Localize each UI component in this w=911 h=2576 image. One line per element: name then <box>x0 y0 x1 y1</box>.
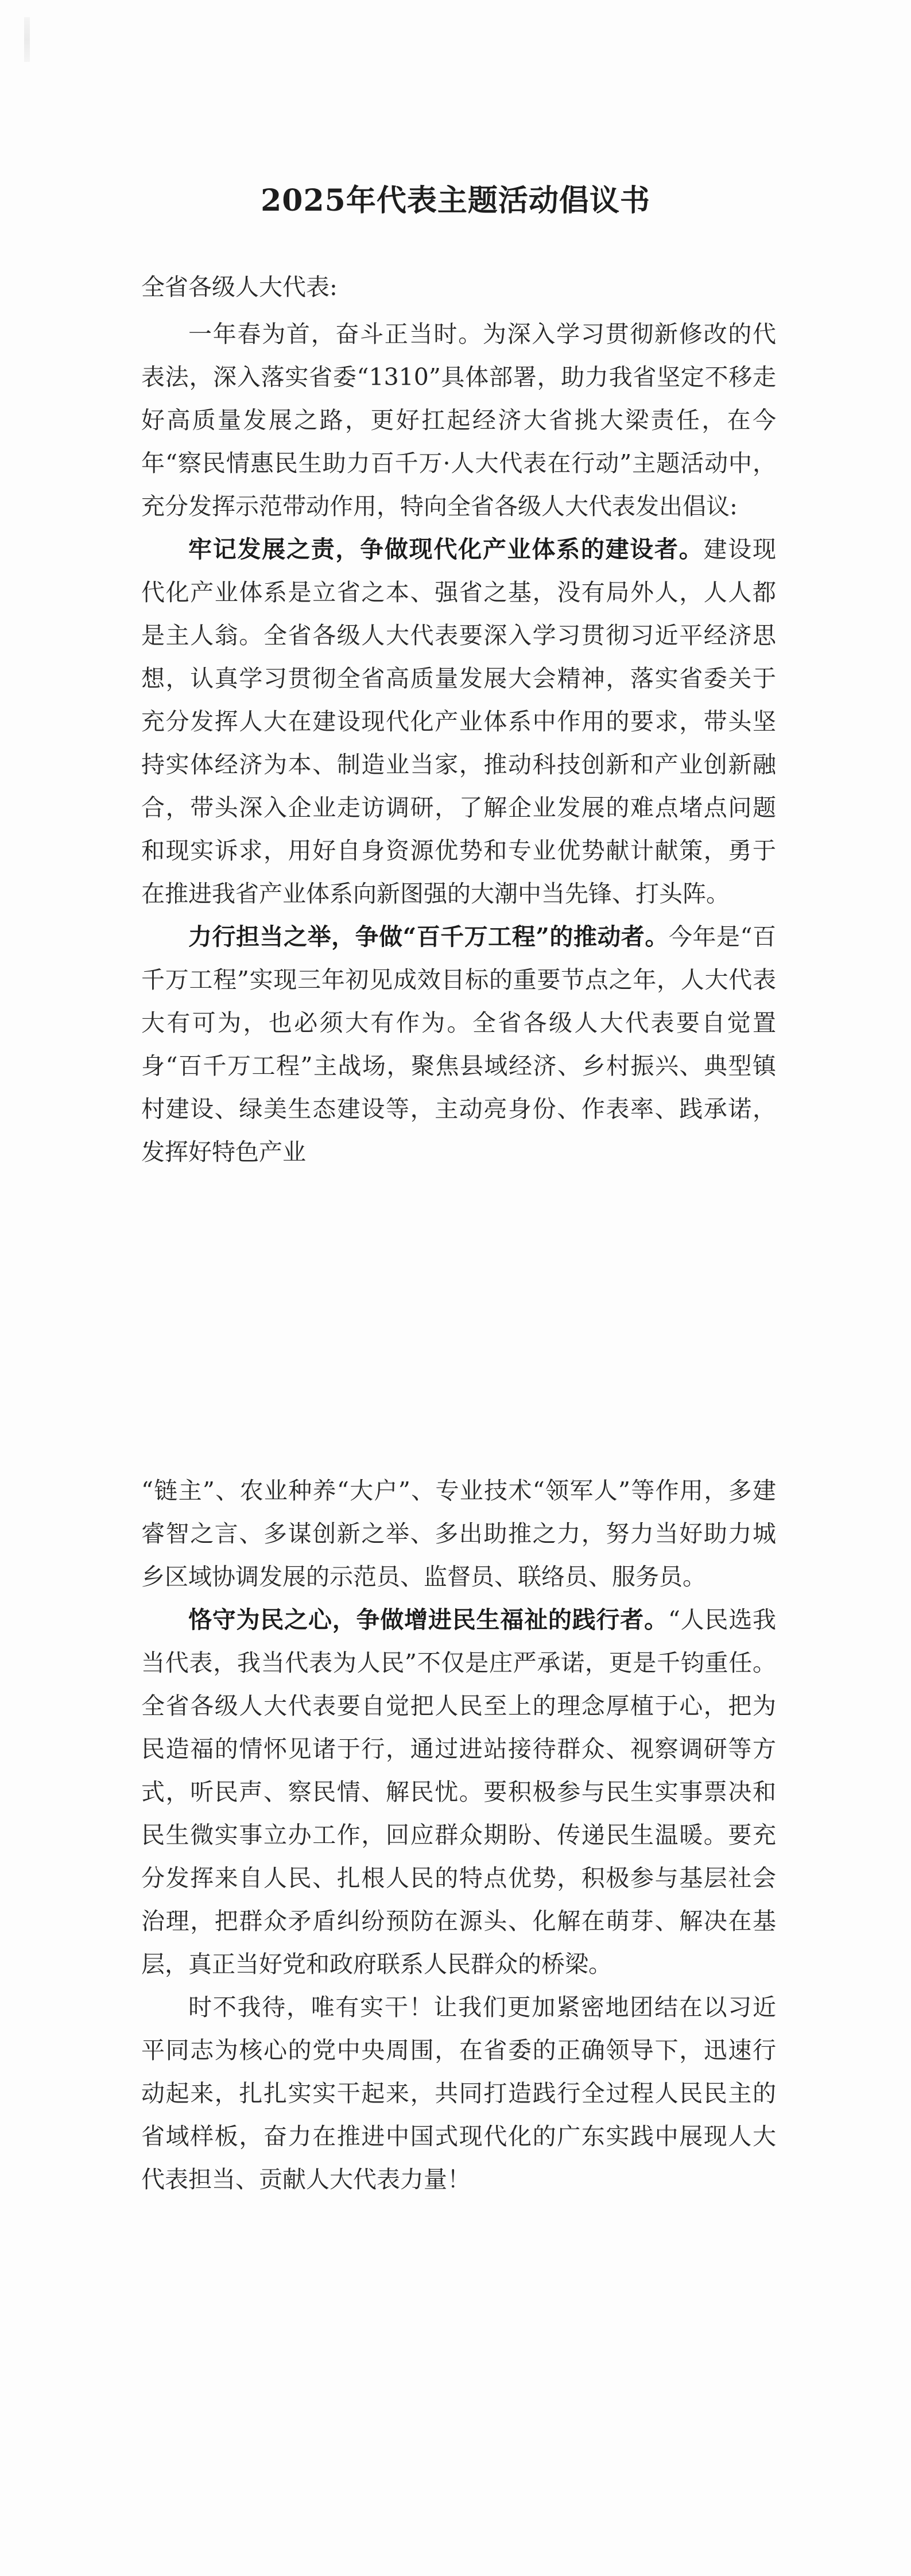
upper-text-block <box>141 313 776 1174</box>
paragraph-industry-body: 建设现代化产业体系是立省之本、强省之基，没有局外人，人人都是主人翁。全省各级人大代表要深入学习贯彻习近平经济思想，认真学习贯彻全省高质量发展大会精神，落实省委关于充分发挥人大在建设现代化产业体系中作用的要求，带头坚持实体经济为本、制造业当家，推动科技创新和产业创新融合，带头深入企业走访调研，了解企业发展的难点堵点问题和现实诉求，用好自身资源优势和专业优势献计献策，勇于在推进我省产业体系向新图强的大潮中当先锋、打头阵。 <box>141 536 777 907</box>
document-title: 2025年代表主题活动倡议书 <box>261 183 650 218</box>
paragraph-project-heading: 力行担当之举，争做“百千万工程”的推动者。 <box>188 923 669 951</box>
paragraph-livelihood <box>141 1599 776 1986</box>
paragraph-project-body: 今年是“百千万工程”实现三年初见成效目标的重要节点之年，人大代表大有可为，也必须大有作为。全省各级人大代表要自觉置身“百千万工程”主战场，聚焦县域经济、乡村振兴、典型镇村建设、绿美生态建设等，主动亮身份、作表率、践承诺，发挥好特色产业 <box>141 923 776 1166</box>
salutation: 全省各级人大代表: <box>141 273 338 301</box>
closing-paragraph: 时不我待，唯有实干！让我们更加紧密地团结在以习近平同志为核心的党中央周围，在省委的正确领导下，迅速行动起来，扎扎实实干起来，共同打造践行全过程人民民主的省域样板，奋力在推进中国式现代化的广东实践中展现人大代表担当、贡献人大代表力量！ <box>141 1993 776 2193</box>
scan-edge-mark <box>24 17 30 62</box>
paragraph-industry <box>141 528 776 915</box>
lower-text-block <box>141 1469 776 2201</box>
intro-paragraph: 一年春为首，奋斗正当时。为深入学习贯彻新修改的代表法，深入落实省委“1310”具体部署，助力我省坚定不移走好高质量发展之路，更好扛起经济大省挑大梁责任，在今年“察民情惠民生助力百千万·人大代表在行动”主题活动中，充分发挥示范带动作用，特向全省各级人大代表发出倡议: <box>141 320 776 520</box>
paragraph-project-continued: “链主”、农业种养“大户”、专业技术“领军人”等作用，多建睿智之言、多谋创新之举、多出助推之力，努力当好助力城乡区域协调发展的示范员、监督员、联络员、服务员。 <box>141 1477 776 1590</box>
paragraph-project <box>141 915 776 1174</box>
paragraph-livelihood-body: “人民选我当代表，我当代表为人民”不仅是庄严承诺，更是千钧重任。全省各级人大代表要自觉把人民至上的理念厚植于心，把为民造福的情怀见诸于行，通过进站接待群众、视察调研等方式，听民声、察民情、解民忧。要积极参与民生实事票决和民生微实事立办工作，回应群众期盼、传递民生温暖。要充分发挥来自人民、扎根人民的特点优势，积极参与基层社会治理，把群众矛盾纠纷预防在源头、化解在萌芽、解决在基层，真正当好党和政府联系人民群众的桥梁。 <box>141 1606 776 1978</box>
paragraph-industry-heading: 牢记发展之责，争做现代化产业体系的建设者。 <box>188 536 704 563</box>
paragraph-livelihood-heading: 恪守为民之心，争做增进民生福祉的践行者。 <box>188 1606 668 1634</box>
